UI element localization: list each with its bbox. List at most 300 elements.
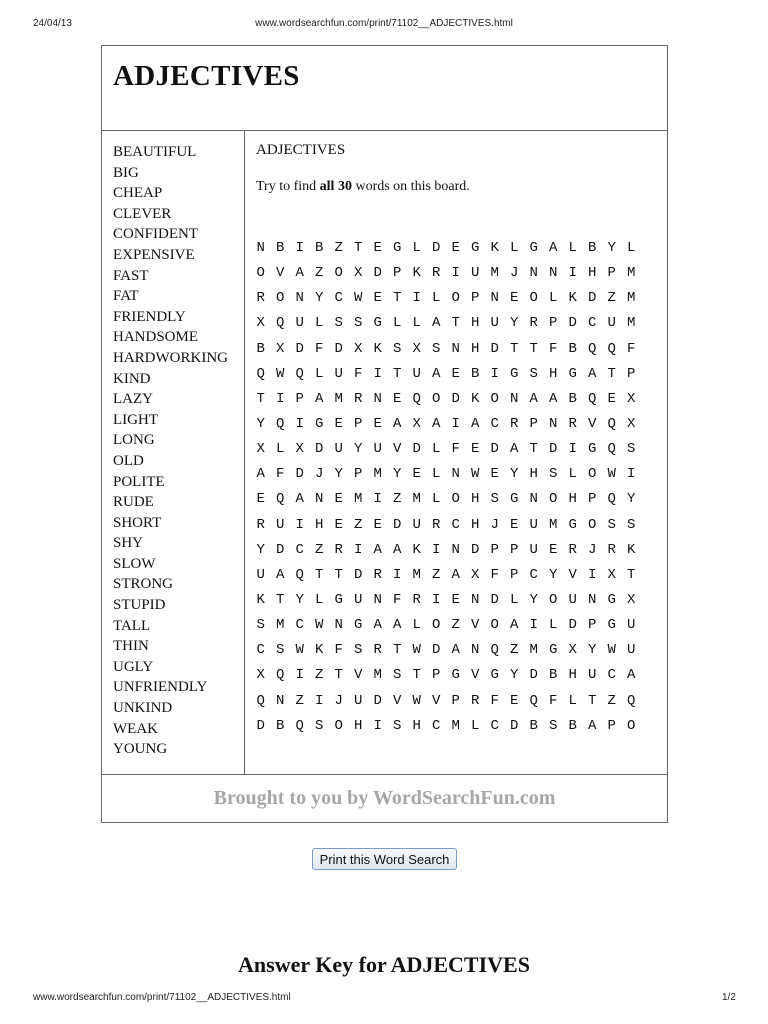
word-list-item: CONFIDENT: [113, 226, 198, 243]
grid-letter: N: [529, 265, 538, 282]
grid-letter: Y: [354, 441, 363, 458]
grid-letter: E: [549, 541, 558, 558]
grid-letter: O: [490, 390, 499, 407]
grid-letter: X: [412, 340, 421, 357]
grid-letter: T: [334, 667, 343, 684]
print-word-search-button[interactable]: Print this Word Search: [312, 848, 457, 870]
grid-letter: U: [334, 441, 343, 458]
grid-letter: P: [588, 491, 597, 508]
grid-letter: Y: [627, 491, 636, 508]
grid-letter: Z: [354, 516, 363, 533]
grid-letter: L: [432, 290, 441, 307]
grid-letter: N: [549, 415, 558, 432]
grid-row: [251, 563, 641, 588]
grid-letter: Y: [256, 415, 265, 432]
grid-letter: A: [432, 415, 441, 432]
grid-letter: G: [451, 667, 460, 684]
grid-letter: I: [568, 441, 577, 458]
grid-letter: D: [432, 642, 441, 659]
grid-letter: C: [490, 717, 499, 734]
instructions-suffix: words on this board.: [351, 179, 470, 194]
grid-letter: S: [334, 315, 343, 332]
grid-letter: C: [295, 541, 304, 558]
grid-letter: G: [510, 365, 519, 382]
grid-letter: L: [471, 717, 480, 734]
grid-letter: O: [334, 717, 343, 734]
grid-letter: S: [276, 642, 285, 659]
grid-letter: A: [451, 642, 460, 659]
grid-letter: X: [607, 566, 616, 583]
grid-letter: E: [607, 390, 616, 407]
grid-letter: I: [295, 415, 304, 432]
grid-letter: U: [276, 516, 285, 533]
grid-letter: M: [354, 491, 363, 508]
grid-letter: U: [295, 315, 304, 332]
grid-letter: X: [256, 441, 265, 458]
grid-letter: P: [471, 290, 480, 307]
grid-letter: N: [373, 390, 382, 407]
grid-letter: D: [256, 717, 265, 734]
grid-letter: M: [373, 667, 382, 684]
grid-letter: D: [451, 390, 460, 407]
grid-letter: C: [490, 415, 499, 432]
grid-letter: B: [471, 365, 480, 382]
grid-letter: Q: [276, 491, 285, 508]
grid-letter: F: [315, 340, 324, 357]
word-list-item: LAZY: [113, 391, 153, 408]
grid-letter: Z: [315, 541, 324, 558]
grid-letter: Q: [529, 692, 538, 709]
grid-letter: Q: [607, 441, 616, 458]
grid-letter: K: [315, 642, 324, 659]
grid-letter: T: [627, 566, 636, 583]
grid-letter: Y: [588, 642, 597, 659]
grid-letter: T: [529, 441, 538, 458]
puzzle-table: [101, 45, 668, 823]
grid-letter: M: [276, 617, 285, 634]
grid-letter: A: [432, 315, 441, 332]
grid-letter: S: [393, 717, 402, 734]
grid-letter: E: [451, 365, 460, 382]
grid-letter: M: [490, 265, 499, 282]
instructions-prefix: Try to find: [256, 179, 320, 194]
grid-letter: R: [334, 541, 343, 558]
grid-letter: K: [373, 340, 382, 357]
grid-letter: Q: [295, 365, 304, 382]
grid-letter: E: [510, 692, 519, 709]
page-number: 1/2: [722, 992, 736, 1003]
grid-letter: D: [510, 717, 519, 734]
grid-letter: K: [627, 541, 636, 558]
grid-letter: N: [471, 591, 480, 608]
grid-letter: G: [568, 365, 577, 382]
grid-letter: E: [451, 240, 460, 256]
grid-letter: G: [607, 617, 616, 634]
grid-letter: Q: [588, 390, 597, 407]
grid-letter: D: [295, 466, 304, 483]
grid-letter: A: [510, 441, 519, 458]
grid-letter: R: [529, 315, 538, 332]
word-list-item: CHEAP: [113, 185, 163, 202]
grid-letter: D: [373, 692, 382, 709]
grid-letter: L: [568, 692, 577, 709]
grid-letter: K: [471, 390, 480, 407]
grid-letter: M: [627, 290, 636, 307]
grid-letter: L: [568, 466, 577, 483]
grid-letter: O: [549, 591, 558, 608]
grid-letter: Y: [334, 466, 343, 483]
grid-letter: C: [295, 617, 304, 634]
grid-letter: T: [607, 365, 616, 382]
grid-letter: N: [451, 466, 460, 483]
grid-letter: R: [568, 415, 577, 432]
grid-letter: I: [412, 290, 421, 307]
grid-letter: A: [295, 491, 304, 508]
grid-letter: D: [334, 340, 343, 357]
grid-letter: X: [354, 340, 363, 357]
grid-letter: Q: [607, 491, 616, 508]
grid-letter: T: [451, 315, 460, 332]
grid-letter: T: [354, 240, 363, 256]
grid-letter: F: [354, 365, 363, 382]
grid-letter: T: [510, 340, 519, 357]
grid-letter: E: [334, 516, 343, 533]
grid-letter: U: [529, 541, 538, 558]
grid-letter: U: [373, 441, 382, 458]
board-title: ADJECTIVES: [256, 142, 346, 158]
grid-letter: Y: [529, 591, 538, 608]
grid-letter: V: [432, 692, 441, 709]
word-list-item: KIND: [113, 370, 151, 387]
grid-letter: A: [510, 617, 519, 634]
print-date: 24/04/13: [33, 18, 72, 29]
instructions: [256, 179, 470, 195]
grid-letter: M: [451, 717, 460, 734]
grid-row: [251, 362, 641, 387]
grid-letter: T: [315, 566, 324, 583]
grid-letter: G: [471, 240, 480, 256]
grid-letter: V: [568, 566, 577, 583]
grid-letter: E: [510, 516, 519, 533]
puzzle-title-cell: [102, 46, 667, 131]
grid-letter: G: [334, 591, 343, 608]
grid-letter: B: [529, 717, 538, 734]
grid-letter: F: [549, 692, 558, 709]
grid-letter: E: [393, 390, 402, 407]
grid-letter: U: [412, 516, 421, 533]
word-list-item: FAT: [113, 288, 139, 305]
grid-letter: H: [588, 265, 597, 282]
word-list-item: SLOW: [113, 555, 156, 572]
grid-letter: P: [607, 717, 616, 734]
grid-letter: R: [373, 566, 382, 583]
grid-letter: D: [588, 290, 597, 307]
grid-letter: L: [315, 315, 324, 332]
grid-letter: T: [393, 365, 402, 382]
grid-letter: N: [334, 617, 343, 634]
grid-row: [251, 663, 641, 688]
grid-letter: H: [529, 466, 538, 483]
grid-letter: Q: [627, 692, 636, 709]
grid-letter: A: [373, 617, 382, 634]
grid-letter: D: [490, 441, 499, 458]
grid-letter: F: [276, 466, 285, 483]
grid-letter: N: [490, 290, 499, 307]
grid-letter: W: [607, 642, 616, 659]
grid-letter: I: [451, 415, 460, 432]
grid-letter: U: [412, 365, 421, 382]
word-list-item: YOUNG: [113, 741, 168, 758]
word-list: [113, 142, 228, 760]
grid-letter: P: [490, 541, 499, 558]
grid-letter: S: [607, 516, 616, 533]
grid-letter: Z: [607, 290, 616, 307]
grid-letter: L: [315, 365, 324, 382]
grid-letter: W: [471, 466, 480, 483]
grid-letter: D: [432, 240, 441, 256]
grid-letter: F: [490, 692, 499, 709]
word-list-item: OLD: [113, 452, 144, 469]
grid-letter: K: [256, 591, 265, 608]
grid-letter: T: [588, 692, 597, 709]
word-list-item: EXPENSIVE: [113, 246, 195, 263]
grid-letter: S: [354, 315, 363, 332]
grid-letter: J: [490, 516, 499, 533]
grid-letter: B: [568, 390, 577, 407]
word-list-item: UNKIND: [113, 700, 173, 717]
grid-letter: T: [393, 642, 402, 659]
grid-letter: I: [276, 390, 285, 407]
grid-letter: Z: [334, 240, 343, 256]
grid-letter: J: [315, 466, 324, 483]
grid-row: [251, 513, 641, 538]
grid-letter: I: [451, 265, 460, 282]
grid-letter: D: [471, 541, 480, 558]
print-footer-url: www.wordsearchfun.com/print/71102__ADJECTIVES.html: [33, 992, 291, 1003]
grid-letter: H: [568, 667, 577, 684]
grid-letter: L: [568, 240, 577, 256]
grid-letter: D: [393, 516, 402, 533]
grid-letter: N: [549, 265, 558, 282]
grid-letter: D: [315, 441, 324, 458]
grid-letter: H: [412, 717, 421, 734]
grid-letter: D: [354, 566, 363, 583]
grid-letter: P: [295, 390, 304, 407]
grid-letter: D: [490, 591, 499, 608]
grid-letter: Q: [256, 692, 265, 709]
grid-letter: R: [412, 591, 421, 608]
grid-letter: D: [568, 617, 577, 634]
grid-letter: S: [393, 667, 402, 684]
grid-letter: J: [588, 541, 597, 558]
grid-letter: N: [256, 240, 265, 256]
grid-letter: J: [334, 692, 343, 709]
word-list-item: RUDE: [113, 494, 154, 511]
grid-letter: S: [432, 340, 441, 357]
grid-letter: B: [588, 240, 597, 256]
grid-letter: Y: [256, 541, 265, 558]
grid-row: [251, 261, 641, 286]
grid-letter: D: [295, 340, 304, 357]
grid-letter: X: [627, 591, 636, 608]
grid-letter: R: [568, 541, 577, 558]
grid-letter: G: [393, 240, 402, 256]
grid-letter: X: [568, 642, 577, 659]
grid-letter: H: [471, 516, 480, 533]
grid-letter: U: [588, 667, 597, 684]
grid-letter: D: [549, 441, 558, 458]
word-list-item: FAST: [113, 267, 149, 284]
grid-letter: X: [627, 415, 636, 432]
grid-letter: A: [627, 667, 636, 684]
grid-letter: P: [529, 415, 538, 432]
grid-letter: S: [354, 642, 363, 659]
grid-letter: A: [549, 390, 558, 407]
grid-letter: E: [373, 290, 382, 307]
grid-letter: G: [373, 315, 382, 332]
grid-letter: U: [471, 265, 480, 282]
grid-letter: W: [295, 642, 304, 659]
grid-letter: V: [393, 692, 402, 709]
grid-letter: A: [315, 390, 324, 407]
grid-letter: A: [529, 390, 538, 407]
grid-letter: P: [627, 365, 636, 382]
grid-letter: A: [295, 265, 304, 282]
grid-row: [251, 588, 641, 613]
grid-letter: P: [588, 617, 597, 634]
grid-letter: P: [354, 415, 363, 432]
grid-letter: O: [529, 290, 538, 307]
grid-letter: I: [490, 365, 499, 382]
grid-letter: G: [607, 591, 616, 608]
grid-letter: O: [588, 466, 597, 483]
grid-letter: K: [412, 541, 421, 558]
grid-letter: L: [510, 591, 519, 608]
grid-letter: V: [588, 415, 597, 432]
grid-letter: V: [471, 667, 480, 684]
grid-letter: X: [256, 315, 265, 332]
grid-letter: D: [568, 315, 577, 332]
grid-letter: P: [510, 566, 519, 583]
word-list-item: HARDWORKING: [113, 349, 228, 366]
grid-letter: G: [568, 516, 577, 533]
grid-letter: V: [276, 265, 285, 282]
grid-letter: Z: [432, 566, 441, 583]
grid-letter: A: [588, 717, 597, 734]
grid-letter: A: [373, 541, 382, 558]
grid-row: [251, 236, 641, 261]
grid-letter: I: [315, 692, 324, 709]
grid-letter: U: [256, 566, 265, 583]
grid-letter: I: [627, 466, 636, 483]
board-cell: [245, 130, 667, 774]
grid-letter: C: [334, 290, 343, 307]
grid-letter: N: [451, 340, 460, 357]
grid-letter: A: [549, 240, 558, 256]
grid-letter: M: [627, 265, 636, 282]
grid-letter: A: [471, 415, 480, 432]
grid-letter: P: [510, 541, 519, 558]
grid-letter: R: [510, 415, 519, 432]
grid-letter: V: [471, 617, 480, 634]
grid-row: [251, 538, 641, 563]
grid-letter: S: [627, 441, 636, 458]
grid-letter: E: [451, 591, 460, 608]
grid-letter: W: [607, 466, 616, 483]
grid-letter: L: [432, 441, 441, 458]
grid-letter: L: [315, 591, 324, 608]
grid-letter: W: [315, 617, 324, 634]
grid-letter: R: [607, 541, 616, 558]
grid-letter: I: [295, 667, 304, 684]
grid-letter: Y: [393, 466, 402, 483]
word-list-item: HANDSOME: [113, 329, 199, 346]
grid-letter: G: [510, 491, 519, 508]
grid-row: [251, 337, 641, 362]
grid-letter: W: [412, 692, 421, 709]
grid-letter: Q: [588, 340, 597, 357]
grid-letter: A: [393, 541, 402, 558]
grid-letter: R: [373, 642, 382, 659]
grid-letter: N: [315, 491, 324, 508]
grid-row: [251, 412, 641, 437]
grid-letter: A: [393, 415, 402, 432]
grid-letter: L: [549, 617, 558, 634]
grid-letter: L: [412, 240, 421, 256]
word-list-item: STRONG: [113, 576, 174, 593]
credit-text: Brought to you by WordSearchFun.com: [213, 787, 556, 809]
grid-letter: W: [412, 642, 421, 659]
grid-letter: C: [432, 717, 441, 734]
grid-letter: P: [549, 315, 558, 332]
grid-letter: L: [412, 315, 421, 332]
grid-letter: E: [334, 415, 343, 432]
grid-letter: U: [529, 516, 538, 533]
grid-letter: P: [354, 466, 363, 483]
grid-letter: F: [451, 441, 460, 458]
word-list-item: LONG: [113, 432, 155, 449]
grid-letter: Y: [315, 290, 324, 307]
grid-letter: U: [627, 642, 636, 659]
grid-letter: L: [412, 617, 421, 634]
grid-letter: Z: [295, 692, 304, 709]
grid-letter: H: [471, 315, 480, 332]
grid-letter: O: [334, 265, 343, 282]
grid-letter: S: [256, 617, 265, 634]
grid-letter: R: [256, 516, 265, 533]
grid-letter: W: [276, 365, 285, 382]
grid-letter: Q: [256, 365, 265, 382]
grid-letter: I: [393, 566, 402, 583]
grid-letter: N: [588, 591, 597, 608]
grid-letter: Q: [412, 390, 421, 407]
grid-letter: Q: [276, 415, 285, 432]
grid-letter: N: [529, 491, 538, 508]
grid-letter: T: [276, 591, 285, 608]
grid-letter: R: [432, 516, 441, 533]
grid-letter: P: [393, 265, 402, 282]
letter-grid: [251, 236, 641, 739]
grid-letter: B: [568, 717, 577, 734]
grid-letter: K: [568, 290, 577, 307]
grid-letter: Y: [510, 315, 519, 332]
grid-letter: Z: [451, 617, 460, 634]
grid-letter: U: [354, 692, 363, 709]
grid-letter: M: [627, 315, 636, 332]
grid-letter: Q: [490, 642, 499, 659]
grid-letter: O: [549, 491, 558, 508]
word-list-item: UNFRIENDLY: [113, 679, 208, 696]
